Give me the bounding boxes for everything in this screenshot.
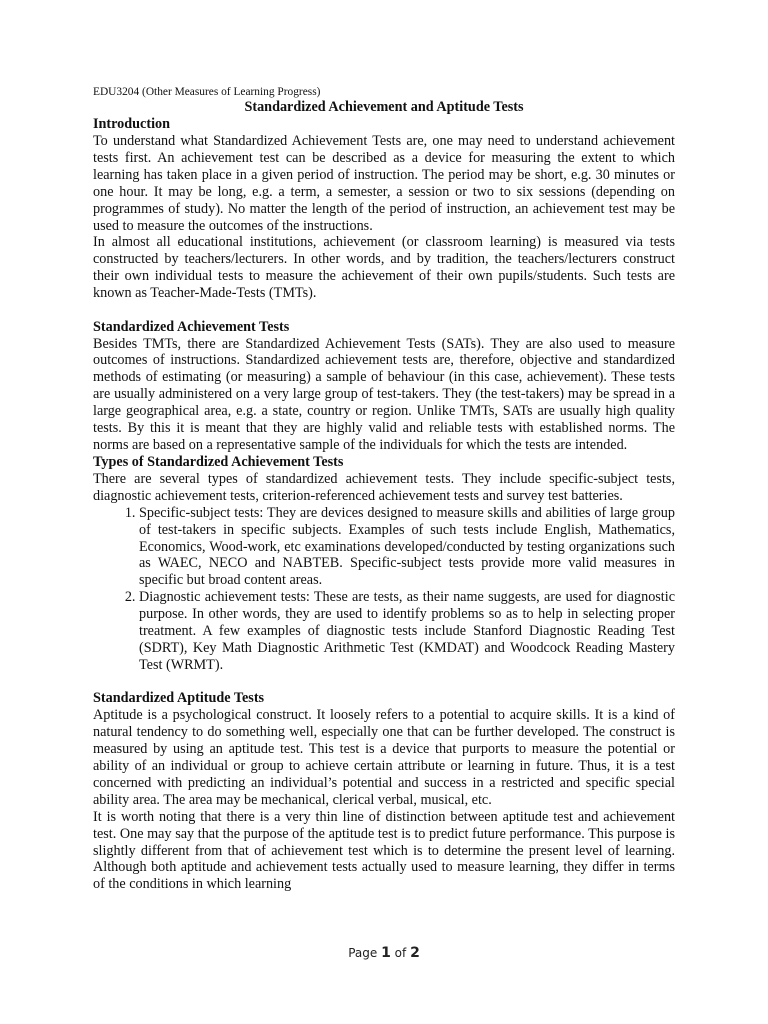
page-footer — [0, 945, 768, 961]
aptitude-heading: Standardized Aptitude Tests — [93, 690, 265, 707]
types-heading: Types of Standardized Achievement Tests — [93, 453, 344, 470]
page-content — [93, 85, 675, 893]
introduction-heading: Introduction — [93, 116, 170, 132]
sat-paragraph: Besides TMTs, there are Standardized Achievement Tests (SATs). They are also used to measure outcomes of instructions. Standardized achievement tests are, therefore, objective and standardized methods of estimating (or measuring) a sample of behaviour (in this case, achievement). These tests are usually administered on a very large group of test-takers. They (the test-takers) may be spread in a large geographical area, e.g. a state, country or region. Unlike TMTs, SATs are usually high quality tests. By this it is meant that they are highly valid and reliable tests with established norms. The norms are based on a representative sample of the individuals for which the tests are intended. — [93, 335, 675, 453]
aptitude-paragraph-1: Aptitude is a psychological construct. It loosely refers to a potential to acquire skills. It is a kind of natural tendency to do something well, especially one that can be further developed. The construct is measured by using an aptitude test. This test is a device that purports to measure the potential or ability of an individual or group to achieve certain attribute or learning in future. Thus, it is a test concerned with predicting an individual’s potential and success in a restricted and specific special ability area. The area may be mechanical, clerical verbal, musical, etc. — [93, 707, 675, 808]
types-list — [93, 505, 675, 674]
list-item: 1. Specific-subject tests: They are devices designed to measure skills and abilities of large group of test-takers in specific subjects. Examples of such tests include English, Mathematics, Economics, Wood-work, etc examinations developed/conducted by testing organizations such as WAEC, NECO and NABTEB. Specific-subject tests provide more valid measures in specific but broad content areas. — [139, 505, 675, 590]
introduction-paragraph-1: To understand what Standardized Achievement Tests are, one may need to understand achievement tests first. An achievement test can be described as a device for measuring the extent to which learning has taken place in a given period of instruction. The period may be short, e.g. 30 minutes or one hour. It may be long, e.g. a term, a semester, a session or two to six sessions (depending on programmes of study). No matter the length of the period of instruction, an achievement test may be used to measure the outcomes of the instructions. — [93, 133, 675, 234]
spacer — [93, 302, 675, 319]
spacer — [93, 674, 675, 691]
document-title: Standardized Achievement and Aptitude Tests — [244, 99, 524, 115]
list-item: 2. Diagnostic achievement tests: These are tests, as their name suggests, are used for diagnostic purpose. In other words, they are used to identify problems so as to help in selecting proper treatment. A few examples of diagnostic tests include Stanford Diagnostic Reading Test (SDRT), Key Math Diagnostic Arithmetic Test (KMDAT) and Woodcock Reading Mastery Test (WRMT). — [139, 589, 675, 674]
total-page-count: 2 — [410, 945, 420, 961]
sat-heading: Standardized Achievement Tests — [93, 318, 290, 335]
types-intro-paragraph: There are several types of standardized achievement tests. They include specific-subject tests, diagnostic achievement tests, criterion-referenced achievement tests and survey test batteries. — [93, 470, 675, 504]
course-header: EDU3204 (Other Measures of Learning Progress) — [93, 86, 321, 98]
introduction-paragraph-2: In almost all educational institutions, achievement (or classroom learning) is measured via tests constructed by teachers/lecturers. In other words, and by tradition, the teachers/lecturers construct their own individual tests to measure the achievement of their own pupils/students. Such tests are known as Teacher-Made-Tests (TMTs). — [93, 234, 675, 302]
aptitude-paragraph-2: It is worth noting that there is a very thin line of distinction between aptitude test and achievement test. One may say that the purpose of the aptitude test is to predict future performance. This purpose is slightly different from that of achievement test which is to determine the present level of learning. Although both aptitude and achievement tests actually used to measure learning, they differ in terms of the conditions in which learning — [93, 808, 675, 893]
page-word: Page — [348, 946, 378, 960]
of-word: of — [394, 946, 407, 960]
current-page-number: 1 — [381, 945, 391, 961]
